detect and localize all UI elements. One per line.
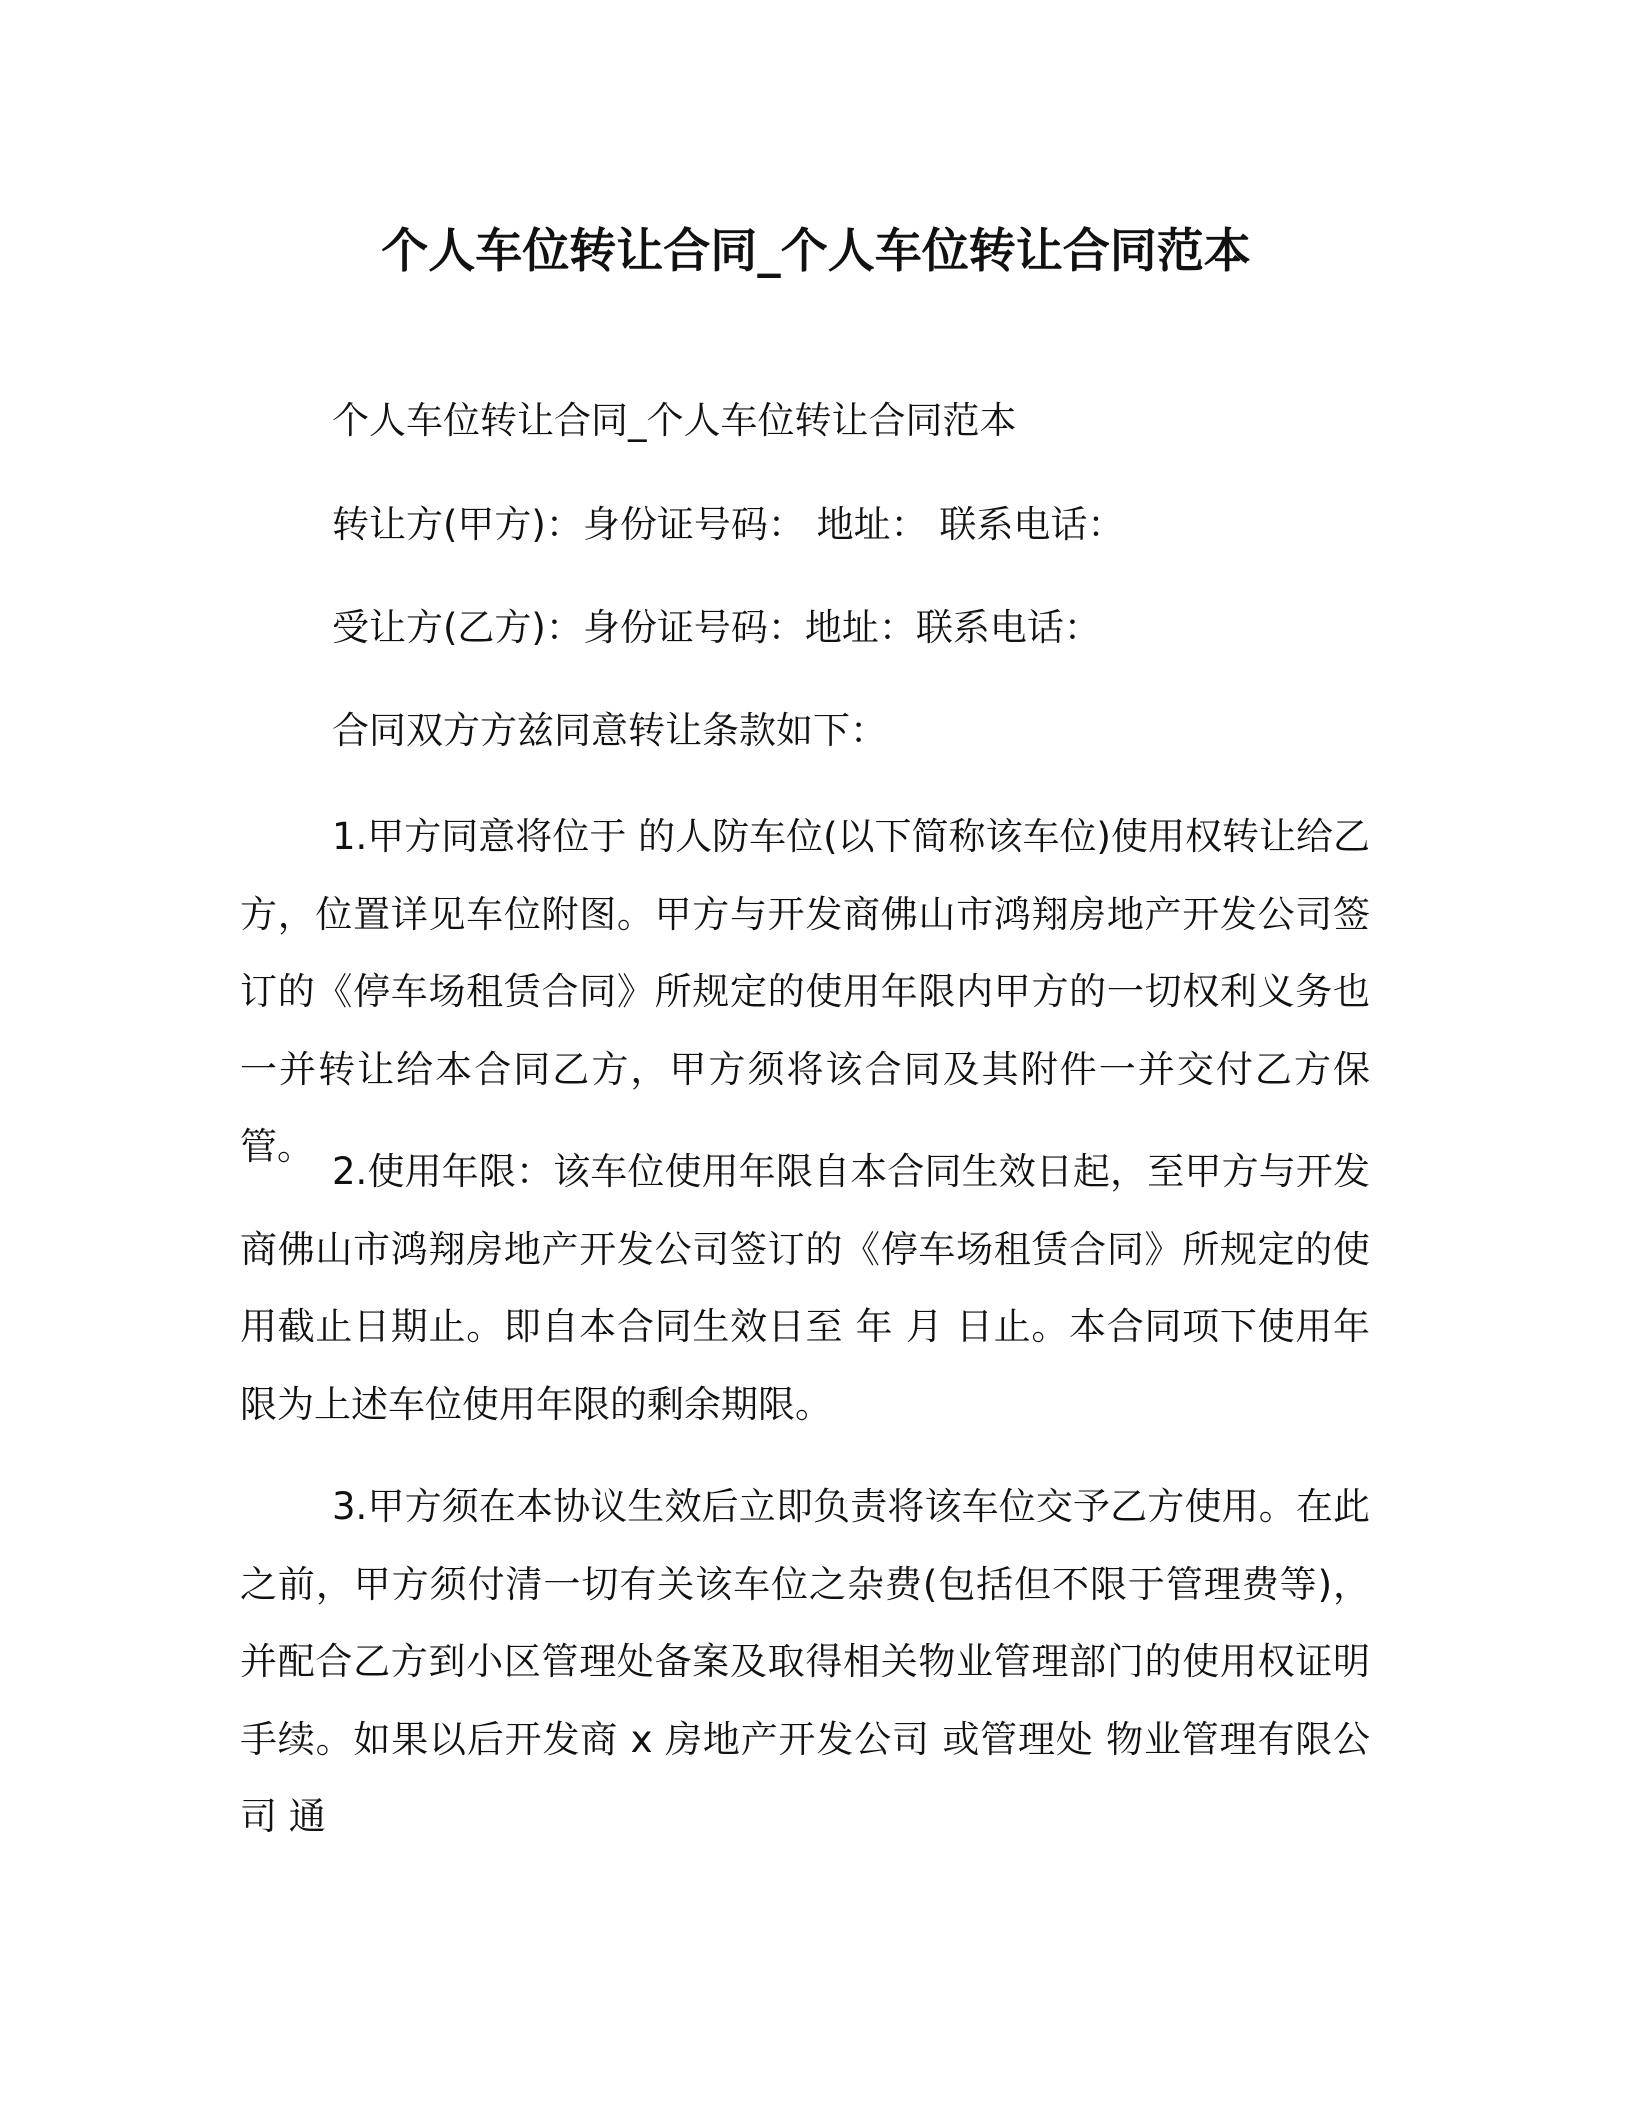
clause-1: 1.甲方同意将位于 的人防车位(以下简称该车位)使用权转让给乙方，位置详见车位附图。甲方与开发商佛山市鸿翔房地产开发公司签订的《停车场租赁合同》所规定的使用年限内甲方的一切权利义务也一并转让给本合同乙方，甲方须将该合同及其附件一并交付乙方保管。 xyxy=(240,815,1370,1168)
document-title: 个人车位转让合同_个人车位转让合同范本 xyxy=(381,224,1251,279)
clause-2: 2.使用年限：该车位使用年限自本合同生效日起，至甲方与开发商佛山市鸿翔房地产开发公司签订的《停车场租赁合同》所规定的使用截止日期止。即自本合同生效日至 年 月 日止。本合同项下使用年限为上述车位使用年限的剩余期限。 xyxy=(240,1150,1370,1426)
document-subtitle: 个人车位转让合同_个人车位转让合同范本 xyxy=(332,399,1017,442)
party-b-line: 受让方(乙方)：身份证号码：地址：联系电话： xyxy=(332,606,1101,649)
party-a-line: 转让方(甲方)：身份证号码： 地址： 联系电话： xyxy=(332,503,1125,546)
intro-line: 合同双方方兹同意转让条款如下： xyxy=(332,709,887,752)
clause-3: 3.甲方须在本协议生效后立即负责将该车位交予乙方使用。在此之前，甲方须付清一切有关该车位之杂费(包括但不限于管理费等)，并配合乙方到小区管理处备案及取得相关物业管理部门的使用权证明手续。如果以后开发商 x 房地产开发公司 或管理处 物业管理有限公司 通 xyxy=(240,1485,1370,1838)
